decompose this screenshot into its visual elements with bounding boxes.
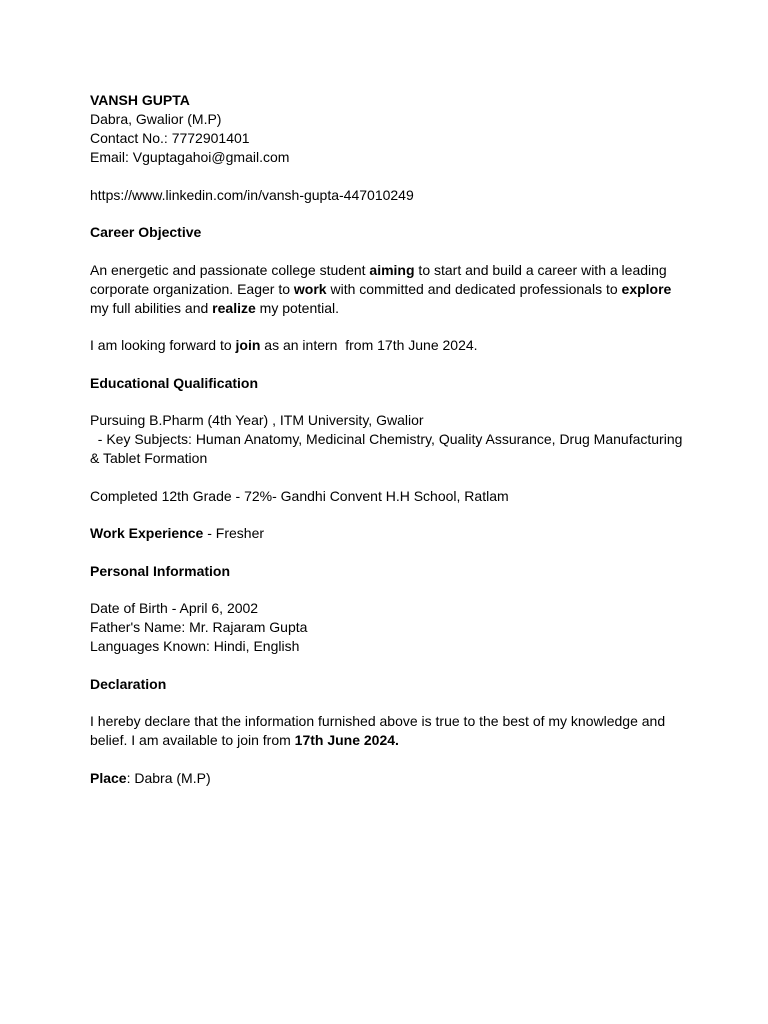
career-objective-paragraph: An energetic and passionate college student aiming to start and build a career with a leading corporate organization. Eager to work with committed and dedicated professionals to explore my full abilities and realize my potential.	[90, 261, 672, 316]
linkedin-url: https://www.linkedin.com/in/vansh-gupta-447010249	[90, 186, 414, 203]
declaration-line-1: I hereby declare that the information furnished above is true to the best of my knowledge and	[90, 713, 666, 729]
candidate-name: VANSH GUPTA	[90, 92, 190, 108]
place: Place: Dabra (M.P)	[90, 769, 211, 786]
education-key-subjects-cont: & Tablet Formation	[90, 450, 208, 466]
fathers-name: Father's Name: Mr. Rajaram Gupta	[90, 619, 308, 635]
contact-number: Contact No.: 7772901401	[90, 130, 250, 146]
education-degree: Pursuing B.Pharm (4th Year) , ITM University, Gwalior	[90, 412, 424, 428]
email: Email: Vguptagahoi@gmail.com	[90, 149, 290, 165]
education-key-subjects: - Key Subjects: Human Anatomy, Medicinal Chemistry, Quality Assurance, Drug Manufacturing	[90, 431, 683, 447]
work-experience: Work Experience - Fresher	[90, 525, 265, 541]
address: Dabra, Gwalior (M.P)	[90, 111, 222, 127]
declaration-line-2: belief. I am available to join from 17th June 2024.	[90, 732, 399, 748]
career-objective-heading: Career Objective	[90, 224, 202, 240]
declaration-heading: Declaration	[90, 675, 167, 692]
personal-info-heading: Personal Information	[90, 562, 231, 579]
education-12th-grade: Completed 12th Grade - 72%- Gandhi Convent H.H School, Ratlam	[90, 487, 509, 504]
resume-content	[90, 91, 690, 788]
education-heading: Educational Qualification	[90, 374, 259, 391]
languages-known: Languages Known: Hindi, English	[90, 638, 300, 654]
internship-statement: I am looking forward to join as an intern from 17th June 2024.	[90, 337, 478, 353]
date-of-birth: Date of Birth - April 6, 2002	[90, 600, 259, 616]
